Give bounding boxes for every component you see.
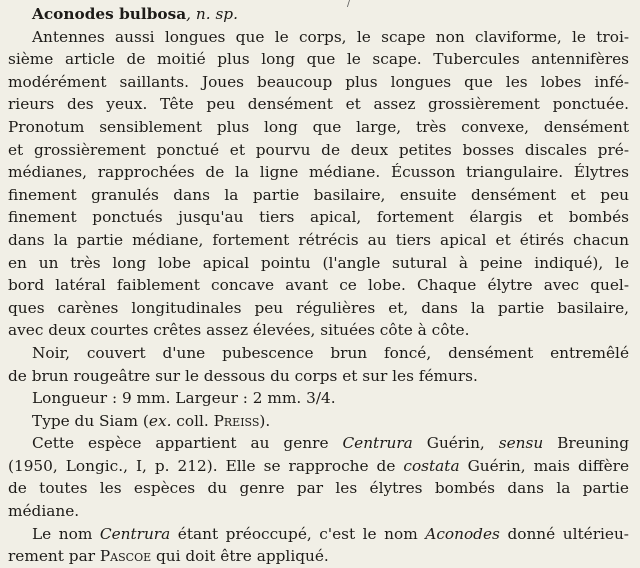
description-line: sième article de moitié plus long que le scape. Tubercules antennifères xyxy=(8,50,629,69)
description-line: finement ponctués jusqu'au tiers apical, fortement élargis et bombés xyxy=(8,208,629,227)
description-line: bord latéral faiblement concave avant ce lobe. Chaque élytre avec quel- xyxy=(8,276,629,295)
description-line: en un très long lobe apical pointu (l'angle sutural à peine indiqué), le xyxy=(8,253,629,272)
genus-line: médiane. xyxy=(8,502,80,521)
description-line: rieurs des yeux. Tête peu densément et assez grossièrement ponctuée. xyxy=(8,95,629,114)
description-line: et grossièrement ponctué et pourvu de deux petites bosses discales pré- xyxy=(8,140,629,159)
species-heading xyxy=(8,3,629,26)
genus-line: Cette espèce appartient au genre Centrura Guérin, sensu Breuning xyxy=(32,434,629,453)
description-line: dans la partie médiane, fortement rétrécis au tiers apical et étirés chacun xyxy=(8,230,629,249)
description-line: avec deux courtes crêtes assez élevées, situées côte à côte. xyxy=(8,321,470,340)
species-name: Aconodes bulbosa xyxy=(32,5,187,23)
genus-line: de toutes les espèces du genre par les élytres bombés dans la partie xyxy=(8,479,629,498)
collector-name: Preiss xyxy=(213,411,260,430)
description-line: ques carènes longitudinales peu régulières et, dans la partie basilaire, xyxy=(8,298,629,317)
species-suffix: , n. sp. xyxy=(186,5,238,23)
description-paragraph xyxy=(8,26,629,342)
name-paragraph xyxy=(8,523,629,568)
measurements: Longueur : 9 mm. Largeur : 2 mm. 3/4. xyxy=(32,389,336,408)
description-line: Antennes aussi longues que le corps, le scape non claviforme, le troi- xyxy=(32,27,629,46)
type-locality: Type du Siam (ex. coll. Preiss). xyxy=(32,411,271,430)
color-line: Noir, couvert d'une pubescence brun foncé, densément entremêlé xyxy=(32,343,629,362)
color-line: de brun rougeâtre sur le dessous du corps et sur les fémurs. xyxy=(8,366,478,385)
genus-line: (1950, Longic., I, p. 212). Elle se rapproche de costata Guérin, mais diffère xyxy=(8,456,629,475)
name-line: Le nom Centrura étant préoccupé, c'est le nom Aconodes donné ultérieu- xyxy=(32,524,629,543)
name-line: rement par Pascoe qui doit être appliqué. xyxy=(8,547,329,566)
color-paragraph xyxy=(8,342,629,387)
description-line: Pronotum sensiblement plus long que large, très convexe, densément xyxy=(8,117,629,136)
description-line: finement granulés dans la partie basilaire, ensuite densément et peu xyxy=(8,185,629,204)
genus-paragraph xyxy=(8,432,629,522)
top-mark: / xyxy=(347,0,351,9)
description-line: modérément saillants. Joues beaucoup plus longues que les lobes infé- xyxy=(8,72,629,91)
author-name: Pascoe xyxy=(99,547,152,566)
description-line: médianes, rapprochées de la ligne médiane. Écusson triangulaire. Élytres xyxy=(8,163,629,182)
